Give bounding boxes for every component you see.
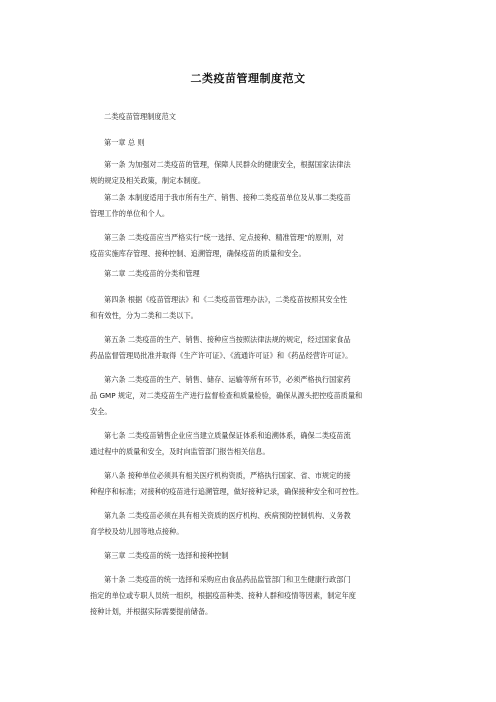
paragraph <box>90 109 440 125</box>
paragraph-line: 疫苗实施库存管理、接种控制、追溯管理，确保疫苗的质量和安全。 <box>90 249 306 258</box>
paragraph <box>90 572 440 620</box>
paragraph-line: 安全。 <box>90 407 112 416</box>
paragraph <box>90 428 440 460</box>
paragraph-line: 第七条 二类疫苗销售企业应当建立质量保证体系和追溯体系，确保二类疫苗流 <box>104 431 351 440</box>
paragraph <box>90 508 440 540</box>
paragraph-line: 第二章 二类疫苗的分类和管理 <box>104 269 200 278</box>
paragraph-line: 规的规定及相关政策，制定本制度。 <box>90 176 206 185</box>
paragraph-line: 接种计划，并根据实际需要提前储备。 <box>90 607 213 616</box>
paragraph-line: 育学校及幼儿园等地点接种。 <box>90 527 184 536</box>
paragraph <box>90 135 440 151</box>
paragraph-line: 第六条 二类疫苗的生产、销售、储存、运输等所有环节，必须严格执行国家药 <box>104 375 351 384</box>
paragraph <box>90 266 440 282</box>
paragraph <box>90 292 440 324</box>
paragraph-line: 第八条 接种单位必须具有相关医疗机构资质，严格执行国家、省、市规定的接 <box>104 471 351 480</box>
paragraph <box>90 548 440 564</box>
paragraph <box>90 190 440 222</box>
paragraph-line: 第一条 为加强对二类疫苗的管理，保障人民群众的健康安全，根据国家法律法 <box>104 160 351 169</box>
paragraph-line: 品 GMP 规定，对二类疫苗生产进行监督检查和质量检验，确保从源头把控疫苗质量和 <box>90 391 363 400</box>
paragraph <box>90 332 440 364</box>
paragraph-line: 第十条 二类疫苗的统一选择和采购应由食品药品监管部门和卫生健康行政部门 <box>104 575 351 584</box>
paragraph-line: 第五条 二类疫苗的生产、销售、接种应当按照法律法规的规定，经过国家食品 <box>104 335 351 344</box>
document-title: 二类疫苗管理制度范文 <box>190 72 306 85</box>
paragraph-line: 指定的单位或专职人员统一组织，根据疫苗种类、接种人群和疫情等因素，制定年度 <box>90 591 356 600</box>
paragraph-line: 第三条 二类疫苗应当严格实行“统一选择、定点接种、精准管理”的原则，对 <box>104 233 344 242</box>
paragraph-line: 第九条 二类疫苗必须在具有相关资质的医疗机构、疾病预防控制机构、义务教 <box>104 511 351 520</box>
paragraph <box>90 468 440 500</box>
paragraph-line: 药品监督管理局批准并取得《生产许可证》、《流通许可证》和《药品经营许可证》。 <box>90 351 353 360</box>
paragraph-line: 通过程中的质量和安全，及时向监管部门报告相关信息。 <box>90 447 270 456</box>
paragraph-line: 第四条 根据《疫苗管理法》和《二类疫苗管理办法》，二类疫苗按照其安全性 <box>104 295 348 304</box>
paragraph-line: 种程序和标准；对接种的疫苗进行追溯管理，做好接种记录，确保接种安全和可控性。 <box>90 487 364 496</box>
paragraph-line: 和有效性，分为二类和二类以下。 <box>90 311 198 320</box>
paragraph <box>90 372 440 420</box>
paragraph-line: 二类疫苗管理制度范文 <box>104 112 176 121</box>
paragraph-line: 第三章 二类疫苗的统一选择和接种控制 <box>104 551 229 560</box>
paragraph <box>90 230 440 262</box>
paragraph-line: 第二条 本制度适用于我市所有生产、销售、接种二类疫苗单位及从事二类疫苗 <box>104 193 351 202</box>
paragraph-line: 第一章 总 则 <box>104 138 145 147</box>
paragraph-line: 管理工作的单位和个人。 <box>90 209 170 218</box>
paragraph <box>90 157 440 189</box>
